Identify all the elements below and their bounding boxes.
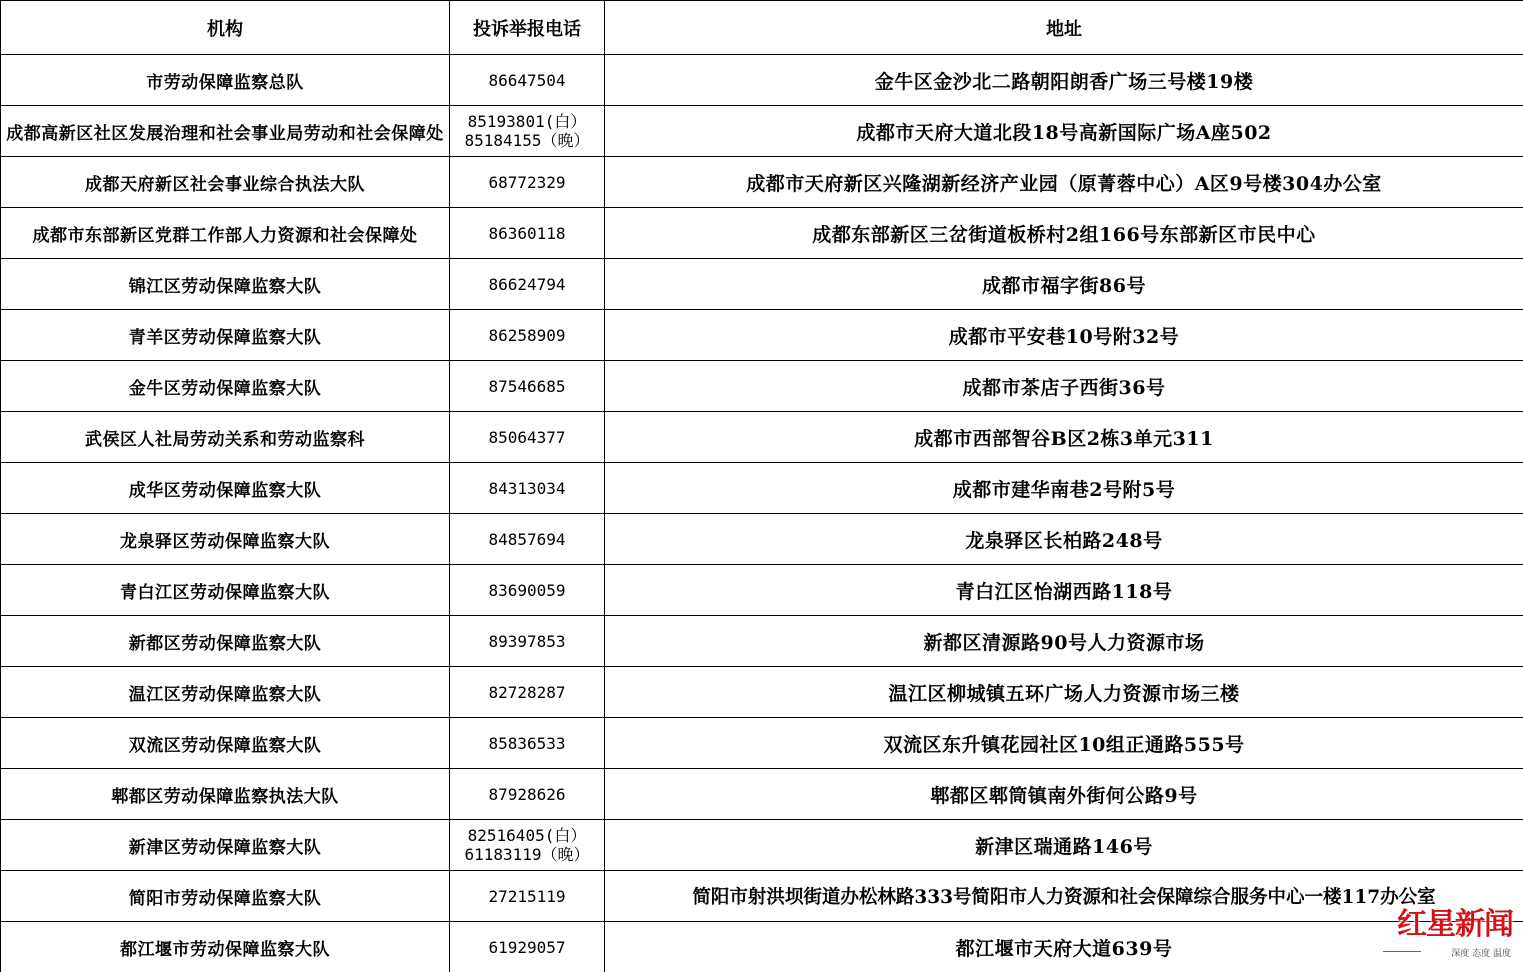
cell-org: 简阳市劳动保障监察大队 bbox=[1, 871, 450, 922]
cell-org: 双流区劳动保障监察大队 bbox=[1, 718, 450, 769]
cell-org: 锦江区劳动保障监察大队 bbox=[1, 259, 450, 310]
cell-phone bbox=[450, 565, 605, 616]
phone-number: 86258909 bbox=[488, 325, 566, 345]
watermark-logo: 红星新闻 bbox=[1397, 907, 1513, 942]
cell-org: 郫都区劳动保障监察执法大队 bbox=[1, 769, 450, 820]
cell-address: 成都市西部智谷B区2栋3单元311 bbox=[605, 412, 1523, 463]
cell-org: 新都区劳动保障监察大队 bbox=[1, 616, 450, 667]
phone-number: 85064377 bbox=[488, 427, 566, 447]
cell-phone bbox=[450, 106, 605, 157]
cell-org: 新津区劳动保障监察大队 bbox=[1, 820, 450, 871]
watermark-slogan: 深度 态度 温度 bbox=[1451, 949, 1511, 959]
cell-phone bbox=[450, 361, 605, 412]
cell-address: 郫都区郫筒镇南外街何公路9号 bbox=[605, 769, 1523, 820]
table-row bbox=[1, 412, 1523, 463]
cell-phone bbox=[450, 616, 605, 667]
table-row bbox=[1, 259, 1523, 310]
cell-phone bbox=[450, 157, 605, 208]
phone-number: 61929057 bbox=[488, 937, 566, 957]
phone-number: 61183119（晚） bbox=[464, 845, 590, 864]
phone-number: 84313034 bbox=[488, 478, 566, 498]
phone-number: 89397853 bbox=[488, 631, 566, 651]
table-row bbox=[1, 463, 1523, 514]
table-row bbox=[1, 55, 1523, 106]
phone-number: 86360118 bbox=[488, 223, 566, 243]
cell-address: 成都市平安巷10号附32号 bbox=[605, 310, 1523, 361]
table-row bbox=[1, 769, 1523, 820]
cell-address: 成都东部新区三岔街道板桥村2组166号东部新区市民中心 bbox=[605, 208, 1523, 259]
table-row bbox=[1, 667, 1523, 718]
phone-number: 85193801(白） bbox=[467, 112, 587, 131]
table-row bbox=[1, 157, 1523, 208]
cell-address: 金牛区金沙北二路朝阳朗香广场三号楼19楼 bbox=[605, 55, 1523, 106]
cell-address: 成都市天府大道北段18号高新国际广场A座502 bbox=[605, 106, 1523, 157]
table-row bbox=[1, 922, 1523, 972]
table-row bbox=[1, 106, 1523, 157]
phone-number: 68772329 bbox=[488, 172, 566, 192]
cell-org: 温江区劳动保障监察大队 bbox=[1, 667, 450, 718]
table-row bbox=[1, 718, 1523, 769]
cell-phone bbox=[450, 871, 605, 922]
header-phone: 投诉举报电话 bbox=[450, 1, 605, 55]
cell-phone bbox=[450, 922, 605, 972]
cell-org: 青白江区劳动保障监察大队 bbox=[1, 565, 450, 616]
cell-address: 成都市建华南巷2号附5号 bbox=[605, 463, 1523, 514]
cell-org: 成华区劳动保障监察大队 bbox=[1, 463, 450, 514]
table-row bbox=[1, 514, 1523, 565]
cell-address: 都江堰市天府大道639号 bbox=[605, 922, 1523, 972]
phone-number: 84857694 bbox=[488, 529, 566, 549]
phone-number: 86624794 bbox=[488, 274, 566, 294]
header-address: 地址 bbox=[605, 1, 1523, 55]
phone-number: 82728287 bbox=[488, 682, 566, 702]
cell-phone bbox=[450, 769, 605, 820]
table-row bbox=[1, 310, 1523, 361]
phone-number: 83690059 bbox=[488, 580, 566, 600]
table-row bbox=[1, 208, 1523, 259]
cell-phone bbox=[450, 259, 605, 310]
hongxing-news-watermark bbox=[1383, 908, 1513, 960]
cell-org: 金牛区劳动保障监察大队 bbox=[1, 361, 450, 412]
cell-phone bbox=[450, 514, 605, 565]
cell-address: 双流区东升镇花园社区10组正通路555号 bbox=[605, 718, 1523, 769]
cell-address: 新津区瑞通路146号 bbox=[605, 820, 1523, 871]
cell-org: 市劳动保障监察总队 bbox=[1, 55, 450, 106]
watermark-divider bbox=[1383, 951, 1421, 952]
phone-number: 85836533 bbox=[488, 733, 566, 753]
cell-org: 成都天府新区社会事业综合执法大队 bbox=[1, 157, 450, 208]
cell-org: 龙泉驿区劳动保障监察大队 bbox=[1, 514, 450, 565]
table-row bbox=[1, 361, 1523, 412]
cell-phone bbox=[450, 208, 605, 259]
phone-number: 86647504 bbox=[488, 70, 566, 90]
cell-phone bbox=[450, 718, 605, 769]
cell-org: 成都市东部新区党群工作部人力资源和社会保障处 bbox=[1, 208, 450, 259]
cell-address: 简阳市射洪坝街道办松林路333号简阳市人力资源和社会保障综合服务中心一楼117办公室 bbox=[605, 871, 1523, 922]
cell-address: 成都市茶店子西街36号 bbox=[605, 361, 1523, 412]
table-row bbox=[1, 565, 1523, 616]
table-body bbox=[1, 55, 1523, 972]
cell-phone bbox=[450, 412, 605, 463]
header-org: 机构 bbox=[1, 1, 450, 55]
phone-number: 85184155（晚） bbox=[464, 131, 590, 150]
cell-org: 都江堰市劳动保障监察大队 bbox=[1, 922, 450, 972]
cell-address: 龙泉驿区长柏路248号 bbox=[605, 514, 1523, 565]
cell-org: 青羊区劳动保障监察大队 bbox=[1, 310, 450, 361]
phone-number: 82516405(白） bbox=[467, 826, 587, 845]
table-row bbox=[1, 871, 1523, 922]
cell-address: 青白江区怡湖西路118号 bbox=[605, 565, 1523, 616]
cell-org: 武侯区人社局劳动关系和劳动监察科 bbox=[1, 412, 450, 463]
phone-number: 87546685 bbox=[488, 376, 566, 396]
phone-number: 27215119 bbox=[488, 886, 566, 906]
table-header-row bbox=[1, 1, 1523, 55]
cell-phone bbox=[450, 463, 605, 514]
cell-phone bbox=[450, 667, 605, 718]
cell-address: 新都区清源路90号人力资源市场 bbox=[605, 616, 1523, 667]
cell-phone bbox=[450, 820, 605, 871]
cell-phone bbox=[450, 310, 605, 361]
cell-org: 成都高新区社区发展治理和社会事业局劳动和社会保障处 bbox=[1, 106, 450, 157]
cell-phone bbox=[450, 55, 605, 106]
table-row bbox=[1, 616, 1523, 667]
cell-address: 成都市天府新区兴隆湖新经济产业园（原菁蓉中心）A区9号楼304办公室 bbox=[605, 157, 1523, 208]
table-row bbox=[1, 820, 1523, 871]
cell-address: 成都市福字街86号 bbox=[605, 259, 1523, 310]
cell-address: 温江区柳城镇五环广场人力资源市场三楼 bbox=[605, 667, 1523, 718]
phone-number: 87928626 bbox=[488, 784, 566, 804]
